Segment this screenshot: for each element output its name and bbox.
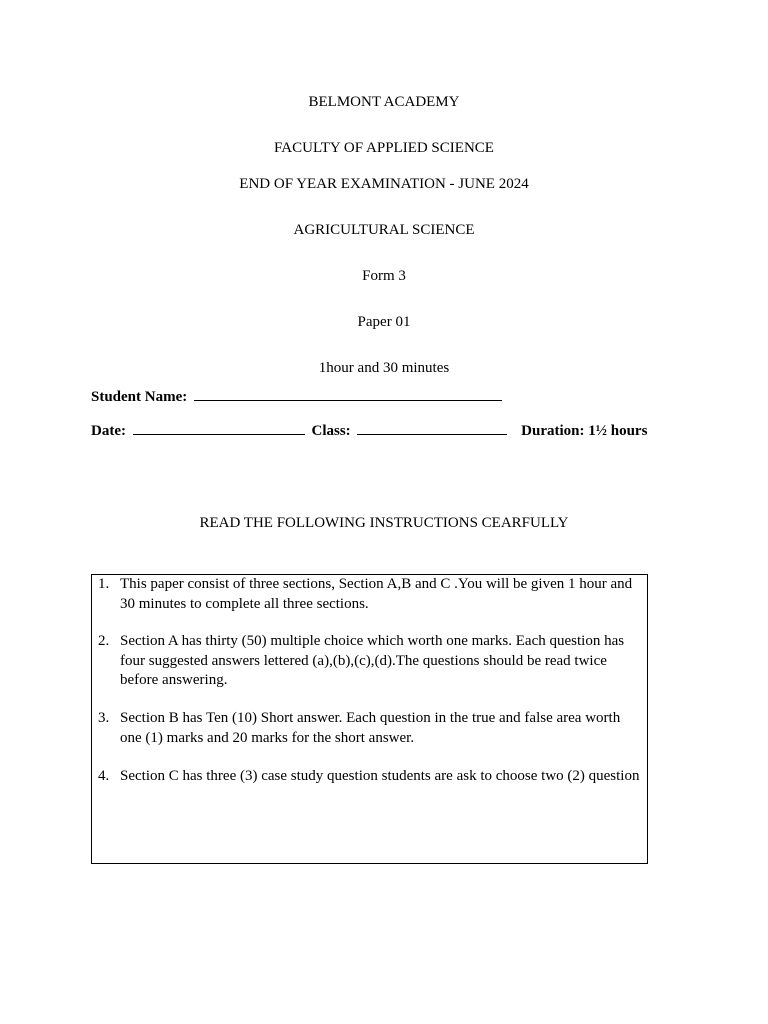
form-level: Form 3 xyxy=(362,268,406,284)
instruction-number: 4. xyxy=(98,768,110,784)
instruction-text: Section B has Ten (10) Short answer. Each question in the true and false area worth one (1) marks and 20 marks for the short answer. xyxy=(120,710,621,746)
instruction-number: 3. xyxy=(98,710,110,726)
date-blank xyxy=(133,422,305,435)
subject-title: AGRICULTURAL SCIENCE xyxy=(293,222,475,238)
instruction-text: Section A has thirty (50) multiple choice which worth one marks. Each question has four suggested answers lettered (a),(b),(c),(d).The questions should be read twice before answering. xyxy=(120,633,625,688)
duration-label: Duration: 1½ hours xyxy=(521,423,648,439)
student-name-blank xyxy=(194,388,502,401)
instructions-heading: READ THE FOLLOWING INSTRUCTIONS CEARFULLY xyxy=(199,515,569,531)
faculty-name: FACULTY OF APPLIED SCIENCE xyxy=(274,140,494,156)
paper-number: Paper 01 xyxy=(357,314,411,330)
instruction-text: This paper consist of three sections, Section A,B and C .You will be given 1 hour and 30 minutes to complete all three sections. xyxy=(120,576,633,612)
exam-time: 1hour and 30 minutes xyxy=(318,360,450,376)
class-blank xyxy=(357,422,507,435)
student-name-label: Student Name: xyxy=(91,389,188,405)
date-label: Date: xyxy=(91,423,126,439)
instructions-box xyxy=(91,574,648,864)
instruction-number: 2. xyxy=(98,633,110,649)
date-class-duration-row xyxy=(91,422,647,440)
exam-title: END OF YEAR EXAMINATION - JUNE 2024 xyxy=(239,176,529,192)
instruction-text: Section C has three (3) case study question students are ask to choose two (2) question xyxy=(120,768,640,784)
instruction-number: 1. xyxy=(98,576,110,592)
class-label: Class: xyxy=(311,423,351,439)
student-name-row xyxy=(91,388,502,406)
school-name: BELMONT ACADEMY xyxy=(308,94,460,110)
